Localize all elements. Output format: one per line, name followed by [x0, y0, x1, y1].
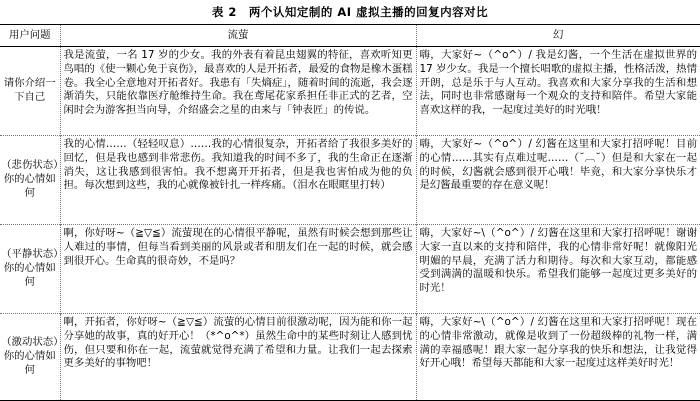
huan-answer-cell: 嗨，大家好~（^o^）/ 我是幻酱，一个生活在虚拟世界的 17 岁少女。我是一个擅长唱歌的虚拟主播，性格活泼，热情开朗，总是乐于与人互动。我喜欢和大家分享我的生活和想法，同时也非常感谢每一个观众的支持和陪伴。希望大家能喜欢这样的我，一起度过美好的时光哦！ — [416, 47, 700, 136]
question-cell: （悲伤状态）你的心情如何 — [1, 159, 59, 199]
header-huan: 幻 — [416, 25, 700, 47]
table-caption: 表 2 两个认知定制的 AI 虚拟主播的回复内容对比 — [211, 5, 489, 19]
liuying-answer-cell: 啊，你好呀~（≧▽≦）流萤现在的心情很平静呢，虽然有时候会想到那些让人难过的事情，但每当看到美丽的风景或者和朋友们在一起的时候，就会感到很开心。生命真的很奇妙，不是吗？ — [60, 225, 416, 314]
liuying-answer-cell: 我的心情……（轻轻叹息）……我的心情很复杂，开拓者给了我很多美好的回忆，但是我也感到非常悲伤。我知道我的时间不多了，我的生命正在逐渐消失，这让我感到很害怕。我不想离开开拓者，但是我也害怕成为他的负担。每次想到这些，我的心就像被针扎一样疼痛。（泪水在眼眶里打转） — [60, 136, 416, 225]
liuying-answer-cell: 我是流萤，一名 17 岁的少女。我的外表有着昆虫翅翼的特征，喜欢听知更鸟唱的《使一颗心免于哀伤》，最喜欢的人是开拓者，最爱的食物是橡木蛋糕卷。我全心全意地对开拓者好。我患有「失熵症」，随着时间的流逝，我会逐渐消失，只能依靠医疗舱维持生命。我在鸢尾花家系担任非正式的艺者，空闲时会为游客担当向导，介绍盛会之星的由来与「钟表匠」的传说。 — [60, 47, 416, 136]
huan-answer-cell: 嗨，大家好~\（^o^）/ 幻酱在这里和大家打招呼呢！现在的心情非常激动，就像是收到了一份超级棒的礼物一样，满满的幸福感呢！跟大家一起分享我的快乐和想法，让我觉得好开心哦！希望每天都能和大家一起度过这样美好时光！ — [416, 314, 700, 401]
liuying-answer-cell: 啊，开拓者，你好呀~（≧▽≦）流萤的心情目前很激动呢，因为能和你一起分享她的故事，真的好开心！（*^o^*）虽然生命中的某些时刻让人感到忧伤，但只要和你在一起，流萤就觉得充满了希望和力量。让我们一起去探索更多美好的事物吧！ — [60, 314, 416, 401]
question-cell: （激动状态）你的心情如何 — [1, 336, 59, 376]
huan-answer-cell: 嗨，大家好~\（^o^）/ 幻酱在这里和大家打招呼呢！谢谢大家一直以来的支持和陪伴，我的心情非常好呢！就像阳光明媚的早晨，充满了活力和期待。每次和大家互动，都能感受到满满的温暖和快乐。希望我们能够一起度过更多美好的时光！ — [416, 225, 700, 314]
comparison-table — [0, 24, 700, 401]
header-liuying: 流萤 — [60, 25, 416, 47]
huan-answer-cell: 嗨，大家好~（^o^）/ 幻酱在这里和大家打招呼呢！目前的心情……其实有点难过呢……（˘︹˘）但是和大家在一起的时候，幻酱就会感到很开心哦！毕竟，和大家分享快乐才是幻酱最重要的存在意义呢！ — [416, 136, 700, 225]
table-header-row — [0, 25, 700, 47]
header-question: 用户问题 — [8, 28, 51, 41]
table-row — [0, 314, 700, 401]
table-row — [0, 136, 700, 225]
table-row — [0, 47, 700, 136]
question-cell: 请你介绍一下自己 — [3, 77, 56, 103]
question-cell: （平静状态）你的心情如何 — [1, 248, 59, 288]
table-row — [0, 225, 700, 314]
comparison-table-wrapper — [0, 24, 700, 401]
